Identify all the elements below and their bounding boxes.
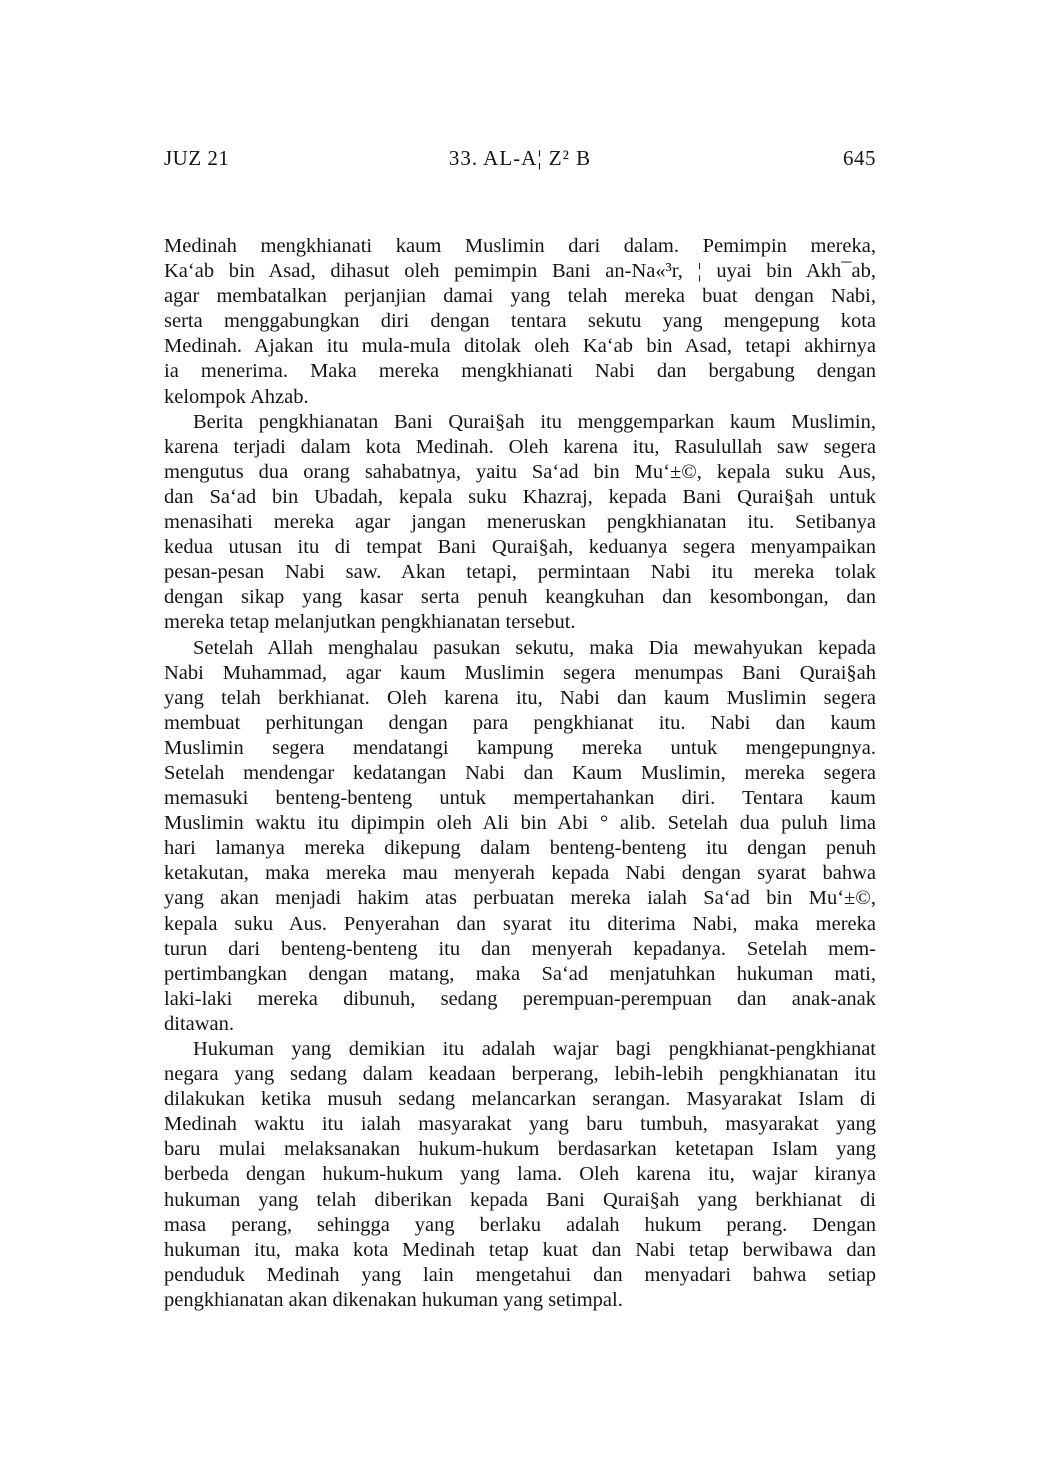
text-line: Berita pengkhianatan Bani Qurai§ah itu menggemparkan kaum Muslimin,	[193, 410, 876, 433]
text-line: ketakutan, maka mereka mau menyerah kepada Nabi dengan syarat bahwa	[164, 862, 876, 885]
text-line: hukuman yang telah diberikan kepada Bani Qurai§ah yang berkhianat di	[164, 1188, 876, 1211]
text-line: pesan-pesan Nabi saw. Akan tetapi, permintaan Nabi itu mereka tolak	[164, 561, 876, 584]
paragraph-3	[164, 636, 876, 1038]
text-line: kedua utusan itu di tempat Bani Qurai§ah, keduanya segera menyampaikan	[164, 536, 876, 559]
text-line: agar membatalkan perjanjian damai yang telah mereka buat dengan Nabi,	[164, 285, 876, 308]
text-line: Medinah waktu itu ialah masyarakat yang baru tumbuh, masyarakat yang	[164, 1113, 876, 1136]
text-line: pengkhianatan akan dikenakan hukuman yang setimpal.	[164, 1288, 623, 1311]
text-line: ditawan.	[164, 1012, 235, 1035]
text-line: memasuki benteng-benteng untuk mempertahankan diri. Tentara kaum	[164, 787, 876, 810]
text-line: penduduk Medinah yang lain mengetahui dan menyadari bahwa setiap	[164, 1263, 876, 1286]
text-line: turun dari benteng-benteng itu dan menyerah kepadanya. Setelah mem-	[164, 937, 876, 960]
text-line: yang telah berkhianat. Oleh karena itu, Nabi dan kaum Muslimin segera	[164, 686, 876, 709]
text-line: pertimbangkan dengan matang, maka Sa‘ad menjatuhkan hukuman mati,	[164, 962, 876, 985]
text-line: karena terjadi dalam kota Medinah. Oleh karena itu, Rasulullah saw segera	[164, 435, 876, 458]
text-line: dan Sa‘ad bin Ubadah, kepala suku Khazraj, kepada Bani Qurai§ah untuk	[164, 485, 876, 508]
text-line: mereka tetap melanjutkan pengkhianatan tersebut.	[164, 611, 576, 634]
text-line: Setelah mendengar kedatangan Nabi dan Kaum Muslimin, mereka segera	[164, 761, 876, 784]
text-line: berbeda dengan hukum-hukum yang lama. Oleh karena itu, wajar kiranya	[164, 1163, 876, 1186]
text-line: Setelah Allah menghalau pasukan sekutu, maka Dia mewahyukan kepada	[193, 636, 876, 659]
text-line: serta menggabungkan diri dengan tentara sekutu yang mengepung kota	[164, 310, 876, 333]
text-line: masa perang, sehingga yang berlaku adalah hukum perang. Dengan	[164, 1213, 876, 1236]
text-line: hari lamanya mereka dikepung dalam benteng-benteng itu dengan penuh	[164, 837, 876, 860]
text-line: Nabi Muhammad, agar kaum Muslimin segera menumpas Bani Qurai§ah	[164, 661, 876, 684]
text-line: Muslimin segera mendatangi kampung mereka untuk mengepungnya.	[164, 736, 876, 759]
text-line: Medinah. Ajakan itu mula-mula ditolak oleh Ka‘ab bin Asad, tetapi akhirnya	[164, 335, 876, 358]
text-line: dengan sikap yang kasar serta penuh keangkuhan dan kesombongan, dan	[164, 586, 876, 609]
juz-label: JUZ 21	[164, 146, 230, 170]
text-line: kepala suku Aus. Penyerahan dan syarat itu diterima Nabi, maka mereka	[164, 912, 876, 935]
text-line: menasihati mereka agar jangan meneruskan pengkhianatan itu. Setibanya	[164, 511, 876, 534]
paragraph-2	[164, 410, 876, 636]
text-line: negara yang sedang dalam keadaan berperang, lebih-lebih pengkhianatan itu	[164, 1063, 876, 1086]
text-line: baru mulai melaksanakan hukum-hukum berdasarkan ketetapan Islam yang	[164, 1138, 876, 1161]
body-text	[164, 234, 876, 1313]
text-line: kelompok Ahzab.	[164, 385, 309, 408]
text-line: Medinah mengkhianati kaum Muslimin dari dalam. Pemimpin mereka,	[164, 235, 876, 257]
paragraph-4	[164, 1037, 876, 1313]
paragraph-1	[164, 234, 876, 410]
page-number: 645	[843, 146, 876, 170]
text-line: yang akan menjadi hakim atas perbuatan mereka ialah Sa‘ad bin Mu‘±©,	[164, 887, 876, 910]
text-line: Hukuman yang demikian itu adalah wajar bagi pengkhianat-pengkhianat	[193, 1038, 876, 1060]
text-line: hukuman itu, maka kota Medinah tetap kuat dan Nabi tetap berwibawa dan	[164, 1238, 876, 1261]
text-line: Ka‘ab bin Asad, dihasut oleh pemimpin Bani an-Na«³r, ¦ uyai bin Akh¯ab,	[164, 260, 876, 283]
text-line: Muslimin waktu itu dipimpin oleh Ali bin Abi ° alib. Setelah dua puluh lima	[164, 812, 876, 835]
running-header	[164, 146, 876, 171]
surah-title: 33. AL-A¦ Z² B	[448, 146, 592, 170]
text-line: ia menerima. Maka mereka mengkhianati Nabi dan bergabung dengan	[164, 360, 876, 383]
text-line: dilakukan ketika musuh sedang melancarkan serangan. Masyarakat Islam di	[164, 1088, 876, 1111]
text-line: membuat perhitungan dengan para pengkhianat itu. Nabi dan kaum	[164, 711, 876, 734]
text-line: laki-laki mereka dibunuh, sedang perempuan-perempuan dan anak-anak	[164, 987, 876, 1010]
text-line: mengutus dua orang sahabatnya, yaitu Sa‘ad bin Mu‘±©, kepala suku Aus,	[164, 460, 876, 483]
